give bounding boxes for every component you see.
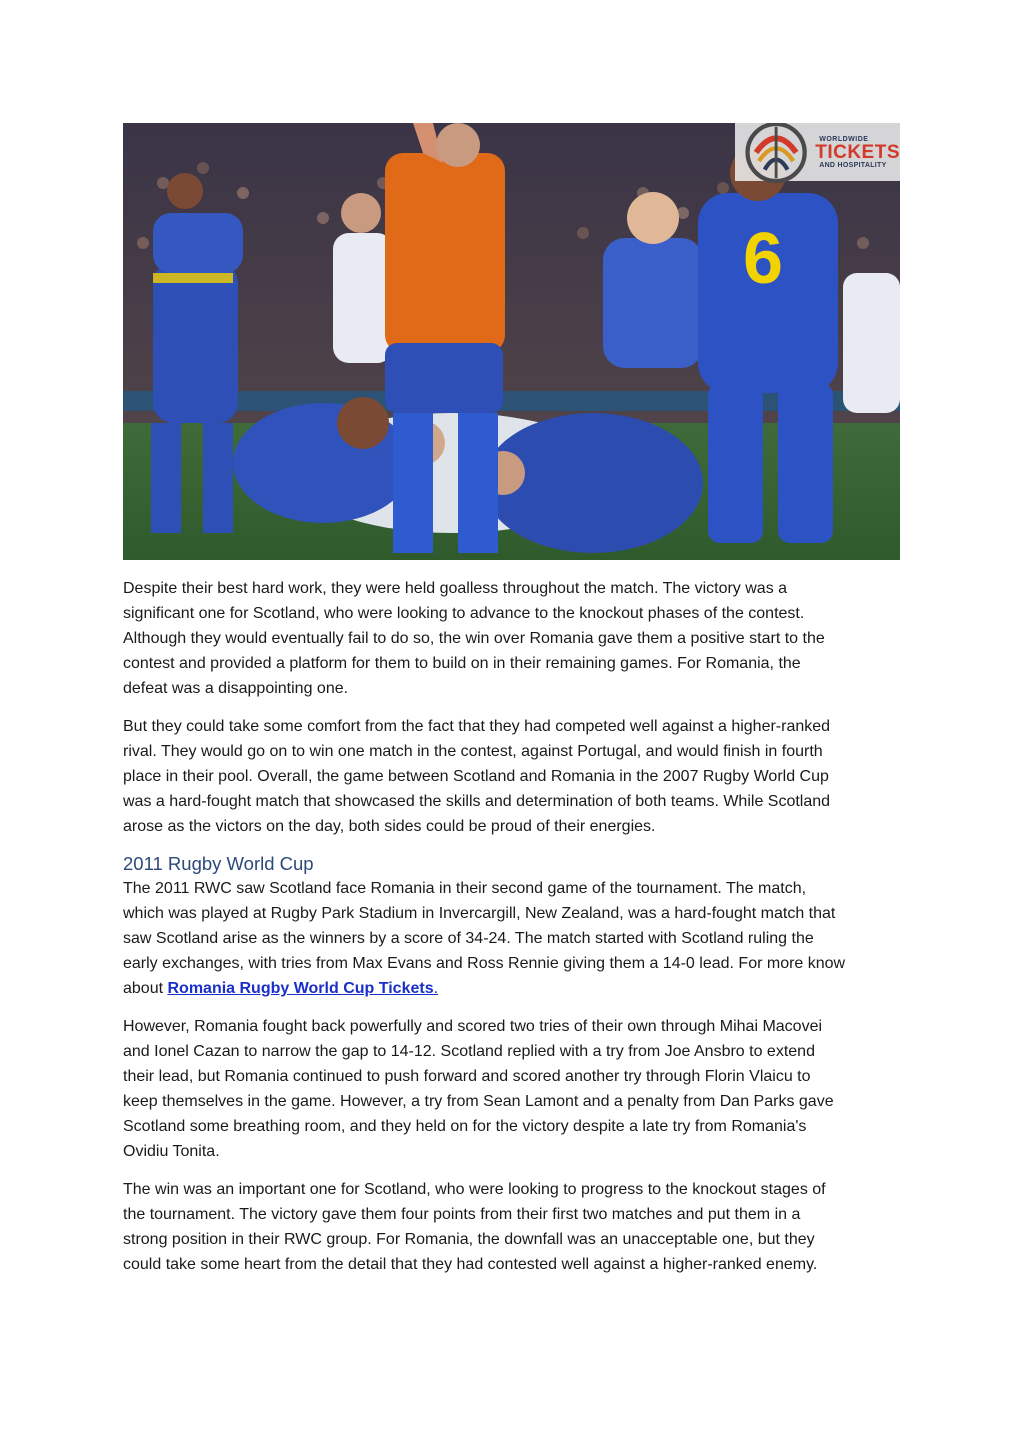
paragraph-2: [123, 714, 901, 839]
rugby-photo: [123, 123, 900, 560]
paragraph-line: could take some heart from the detail that they had contested well against a higher-ranked enemy.: [123, 1256, 818, 1273]
globe-logo-icon: [739, 123, 813, 371]
paragraph-line: which was played at Rugby Park Stadium in Invercargill, New Zealand, was a hard-fought match that: [123, 905, 836, 922]
link-prefix: about: [123, 980, 168, 997]
paragraph-line: The 2011 RWC saw Scotland face Romania in their second game of the tournament. The match,: [123, 880, 807, 897]
romania-tickets-link[interactable]: Romania Rugby World Cup Tickets: [167, 980, 434, 997]
paragraph-line: Despite their best hard work, they were held goalless throughout the match. The victory was a: [123, 580, 788, 597]
paragraph-line: strong position in their RWC group. For Romania, the downfall was an unacceptable one, but they: [123, 1231, 815, 1248]
paragraph-line: But they could take some comfort from the fact that they had competed well against a higher-ranked: [123, 718, 831, 735]
document-page: [123, 123, 901, 1277]
paragraph-line: The win was an important one for Scotland, who were looking to progress to the knockout stages of: [123, 1181, 826, 1198]
paragraph-line: contest and provided a platform for them to build on in their remaining games. For Romania, the: [123, 655, 801, 672]
logo-line2: TICKETS: [815, 141, 900, 163]
paragraph-line: their lead, but Romania continued to push forward and scored another try through Florin Vlaicu to: [123, 1068, 811, 1085]
paragraph-line: saw Scotland arise as the winners by a score of 34-24. The match started with Scotland ruling the: [123, 930, 814, 947]
paragraph-line: However, Romania fought back powerfully and scored two tries of their own through Mihai Macovei: [123, 1018, 823, 1035]
paragraph-line: Although they would eventually fail to do so, the win over Romania gave them a positive start to the: [123, 630, 825, 647]
paragraph-line-with-link: [123, 976, 901, 1001]
logo-line3: AND HOSPITALITY: [819, 161, 887, 169]
section-heading: 2011 Rugby World Cup: [123, 853, 314, 874]
paragraph-5: [123, 1177, 901, 1277]
paragraph-line: Scotland some breathing room, and they held on for the victory despite a late try from Romania's: [123, 1118, 807, 1135]
paragraph-line: was a hard-fought match that showcased the skills and determination of both teams. While Scotland: [123, 793, 831, 810]
worldwide-tickets-logo: [735, 123, 900, 181]
paragraph-line: rival. They would go on to win one match in the contest, against Portugal, and would finish in fourth: [123, 743, 823, 760]
paragraph-line: defeat was a disappointing one.: [123, 680, 349, 697]
paragraph-line: early exchanges, with tries from Max Evans and Ross Rennie giving them a 14-0 lead. For more know: [123, 955, 846, 972]
paragraph-1: [123, 576, 901, 701]
paragraph-line: keep themselves in the game. However, a try from Sean Lamont and a penalty from Dan Parks gave: [123, 1093, 834, 1110]
paragraph-line: arose as the victors on the day, both sides could be proud of their energies.: [123, 818, 656, 835]
paragraph-line: place in their pool. Overall, the game between Scotland and Romania in the 2007 Rugby World Cup: [123, 768, 829, 785]
link-suffix: .: [433, 980, 439, 997]
paragraph-3: [123, 876, 901, 1001]
paragraph-line: Ovidiu Tonita.: [123, 1143, 220, 1160]
logo-line1: WORLDWIDE: [819, 135, 869, 143]
paragraph-line: significant one for Scotland, who were looking to advance to the knockout phases of the contest.: [123, 605, 805, 622]
jersey-number-text: 6: [743, 219, 784, 299]
paragraph-line: and Ionel Cazan to narrow the gap to 14-12. Scotland replied with a try from Joe Ansbro to extend: [123, 1043, 815, 1060]
paragraph-4: [123, 1014, 901, 1164]
paragraph-line: the tournament. The victory gave them four points from their first two matches and put them in a: [123, 1206, 801, 1223]
